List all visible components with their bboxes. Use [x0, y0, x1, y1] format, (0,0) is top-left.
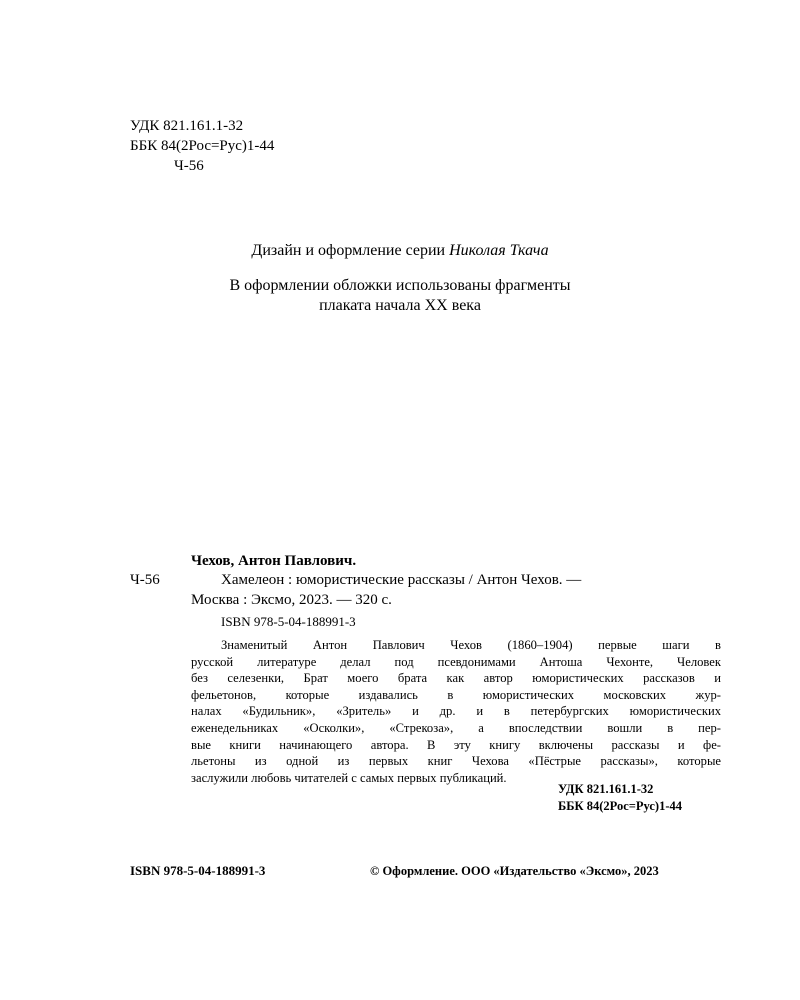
cover-note-line-2: плаката начала XX века: [319, 297, 481, 314]
udk-code-bottom: УДК 821.161.1-32: [558, 782, 654, 796]
design-credit-prefix: Дизайн и оформление серии: [251, 242, 446, 259]
annotation-line: вые книги начинающего автора. В эту книгу включены рассказы и фе-: [191, 737, 721, 752]
annotation-line: льетоны из одной из первых книг Чехова «Пёстрые рассказы», которые: [191, 754, 721, 769]
annotation-line: фельетонов, которые издавались в юмористических московских жур-: [191, 687, 721, 702]
cover-note: [0, 276, 800, 316]
record-author-mark: Ч-56: [130, 572, 160, 588]
record-title-line-2: Москва : Эксмо, 2023. — 320 с.: [191, 592, 392, 608]
cover-note-line-1: В оформлении обложки использованы фрагменты: [229, 277, 571, 294]
annotation-line: налах «Будильник», «Зритель» и др. и в петербургских юмористических: [191, 704, 721, 719]
classification-block-bottom: [558, 781, 682, 815]
record-title-line-1: Хамелеон : юмористические рассказы / Антон Чехов. —: [221, 572, 582, 588]
annotation-line: заслужили любовь читателей с самых первых публикаций.: [191, 770, 507, 785]
record-author: Чехов, Антон Павлович.: [191, 553, 357, 569]
designer-name: Николая Ткача: [449, 242, 549, 259]
annotation-line: русской литературе делал под псевдонимами Антоша Чехонте, Человек: [191, 654, 721, 669]
classification-block-top: [130, 116, 274, 176]
annotation-line: Знаменитый Антон Павлович Чехов (1860–1904) первые шаги в: [221, 638, 721, 652]
udk-code: УДК 821.161.1-32: [130, 118, 244, 134]
footer-isbn: ISBN 978-5-04-188991-3: [130, 863, 266, 878]
record-isbn: ISBN 978-5-04-188991-3: [221, 614, 356, 629]
annotation-line: без селезенки, Брат моего брата как автор юмористических рассказов и: [191, 671, 721, 686]
record-title: [191, 570, 721, 610]
annotation: [191, 637, 721, 786]
design-credit: [0, 241, 800, 261]
author-mark: Ч-56: [174, 158, 204, 174]
annotation-line: еженедельниках «Осколки», «Стрекоза», а впоследствии вошли в пер-: [191, 720, 721, 735]
bbk-code-bottom: ББК 84(2Рос=Рус)1-44: [558, 799, 682, 813]
footer-copyright: © Оформление. ООО «Издательство «Эксмо», 2023: [370, 864, 659, 878]
bbk-code: ББК 84(2Рос=Рус)1-44: [130, 138, 275, 154]
